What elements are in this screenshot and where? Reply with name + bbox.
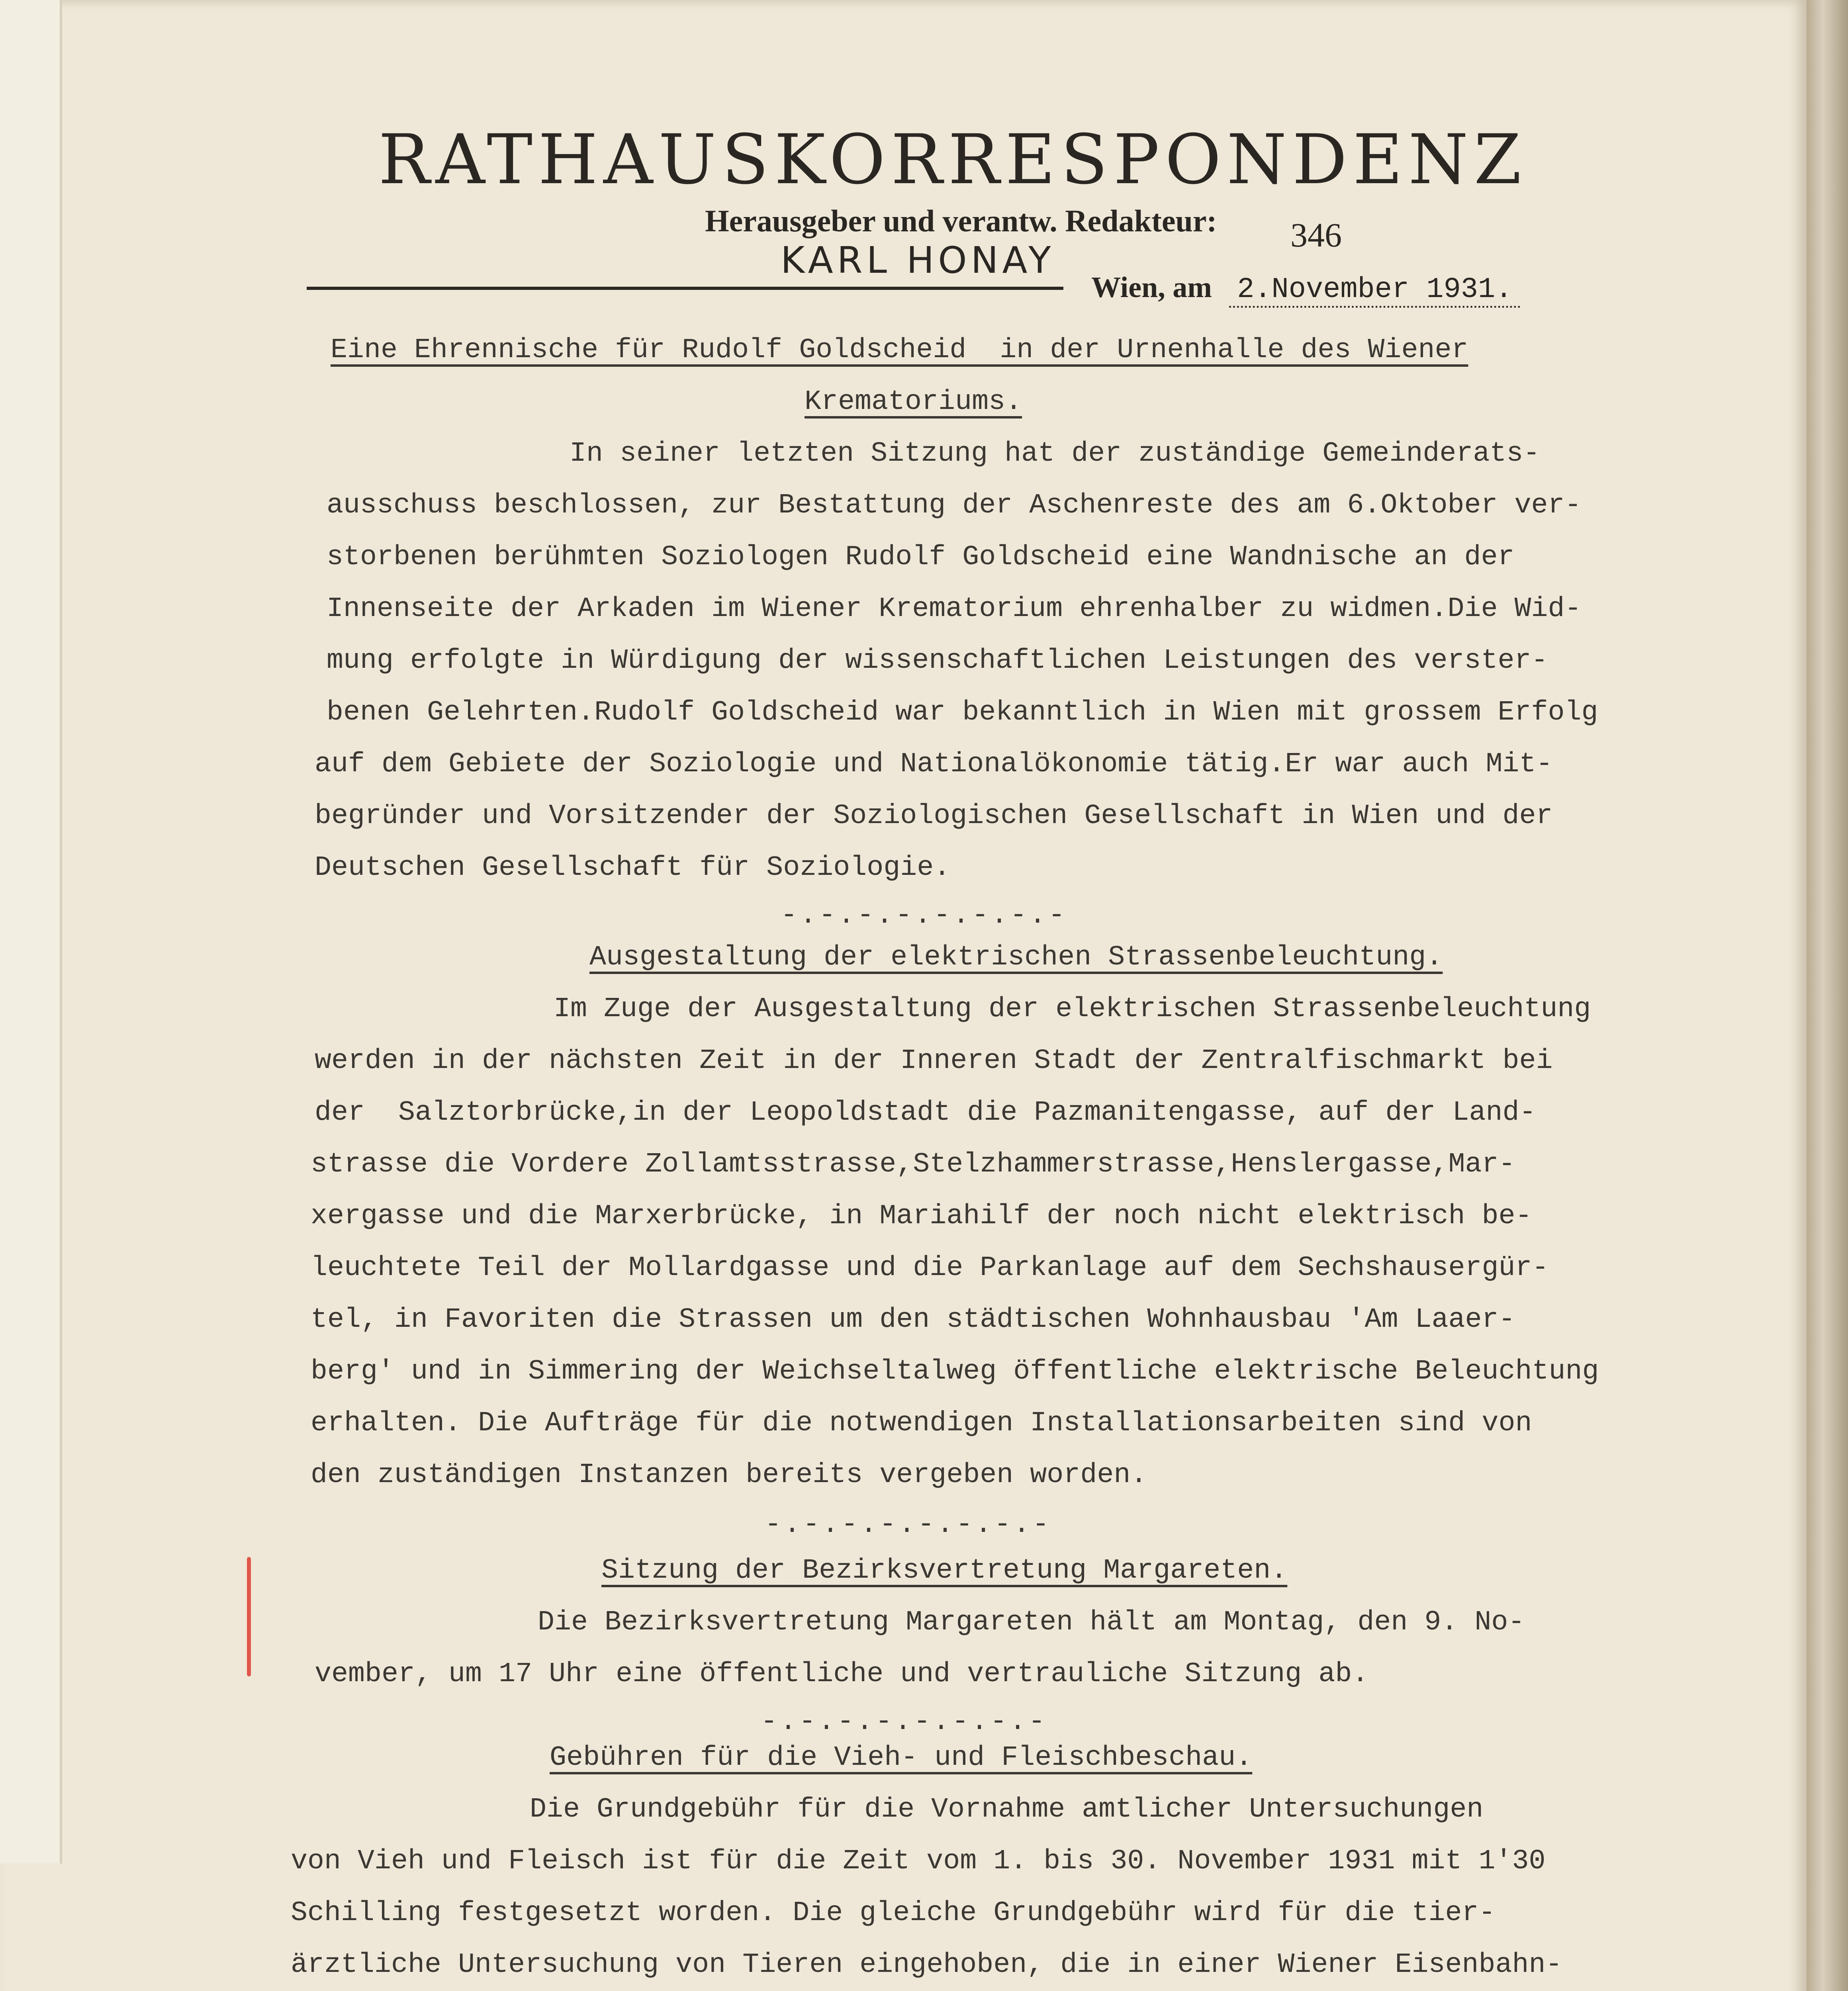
article-2-heading: Ausgestaltung der elektrischen Strassenbeleuchtung. (589, 942, 1443, 973)
separator: -.-.-.-.-.-.-.- (781, 900, 1068, 931)
article-2-line: der Salztorbrücke,in der Leopoldstadt die Pazmanitengasse, auf der Land- (315, 1097, 1536, 1128)
article-2-line: werden in der nächsten Zeit in der Inneren Stadt der Zentralfischmarkt bei (315, 1045, 1553, 1077)
separator: -.-.-.-.-.-.-.- (761, 1706, 1048, 1738)
article-3-line: Die Bezirksvertretung Margareten hält am Montag, den 9. No- (538, 1607, 1525, 1638)
article-4-line: von Vieh und Fleisch ist für die Zeit vom 1. bis 30. November 1931 mit 1'30 (291, 1846, 1546, 1877)
article-4-heading: Gebühren für die Vieh- und Fleischbeschau. (550, 1742, 1253, 1774)
article-1-line: auf dem Gebiete der Soziologie und Nationalökonomie tätig.Er war auch Mit- (315, 749, 1553, 780)
date-value: 2.November 1931. (1229, 273, 1520, 308)
article-2-line: Im Zuge der Ausgestaltung der elektrischen Strassenbeleuchtung (554, 994, 1591, 1025)
article-1-line: Deutschen Gesellschaft für Soziologie. (315, 852, 951, 884)
masthead-rule (307, 287, 1063, 290)
binding-edge (1807, 0, 1848, 1991)
article-2-line: leuchtete Teil der Mollardgasse und die Parkanlage auf dem Sechshausergür- (311, 1252, 1549, 1284)
red-margin-mark (247, 1557, 251, 1676)
page-number: 346 (1290, 216, 1342, 254)
article-1-line: mung erfolgte in Würdigung der wissenschaftlichen Leistungen des verster- (327, 645, 1548, 677)
article-1-heading-line-2: Krematoriums. (805, 386, 1022, 418)
article-1-line: In seiner letzten Sitzung hat der zuständige Gemeinderats- (570, 438, 1540, 469)
previous-page-edge (0, 0, 62, 1864)
article-1-heading-line-1: Eine Ehrennische für Rudolf Goldscheid in der Urnenhalle des Wiener (331, 334, 1468, 366)
date-label: Wien, am (1091, 271, 1212, 304)
article-2-line: strasse die Vordere Zollamtsstrasse,Stelzhammerstrasse,Henslergasse,Mar- (311, 1149, 1515, 1180)
article-4-line: Schilling festgesetzt worden. Die gleiche Grundgebühr wird für die tier- (291, 1897, 1496, 1929)
article-1-line: benen Gelehrten.Rudolf Goldscheid war bekanntlich in Wien mit grossem Erfolg (327, 697, 1598, 728)
masthead-title: RATHAUSKORRESPONDENZ (378, 119, 1527, 199)
article-2-line: erhalten. Die Aufträge für die notwendigen Installationsarbeiten sind von (311, 1408, 1532, 1439)
article-3-line: vember, um 17 Uhr eine öffentliche und vertrauliche Sitzung ab. (315, 1659, 1369, 1690)
article-2-line: tel, in Favoriten die Strassen um den städtischen Wohnhausbau 'Am Laaer- (311, 1304, 1515, 1336)
dateline (1091, 271, 1520, 306)
editor-label: Herausgeber und verantw. Redakteur: (705, 203, 1217, 238)
article-1-line: begründer und Vorsitzender der Soziologischen Gesellschaft in Wien und der (315, 800, 1553, 832)
article-4-line: ärztliche Untersuchung von Tieren eingehoben, die in einer Wiener Eisenbahn- (291, 1949, 1562, 1981)
editor-name: KARL HONAY (781, 239, 1055, 282)
article-2-line: den zuständigen Instanzen bereits vergeben worden. (311, 1459, 1147, 1491)
article-1-line: storbenen berühmten Soziologen Rudolf Goldscheid eine Wandnische an der (327, 542, 1515, 573)
article-2-line: xergasse und die Marxerbrücke, in Mariahilf der noch nicht elektrisch be- (311, 1201, 1532, 1232)
article-2-line: berg' und in Simmering der Weichseltalweg öffentliche elektrische Beleuchtung (311, 1356, 1599, 1387)
article-3-heading: Sitzung der Bezirksvertretung Margareten. (601, 1555, 1288, 1586)
separator: -.-.-.-.-.-.-.- (765, 1509, 1052, 1541)
article-1-line: Innenseite der Arkaden im Wiener Krematorium ehrenhalber zu widmen.Die Wid- (327, 593, 1582, 625)
article-1-line: ausschuss beschlossen, zur Bestattung der Aschenreste des am 6.Oktober ver- (327, 490, 1582, 521)
article-4-line: Die Grundgebühr für die Vornahme amtlicher Untersuchungen (530, 1794, 1484, 1825)
